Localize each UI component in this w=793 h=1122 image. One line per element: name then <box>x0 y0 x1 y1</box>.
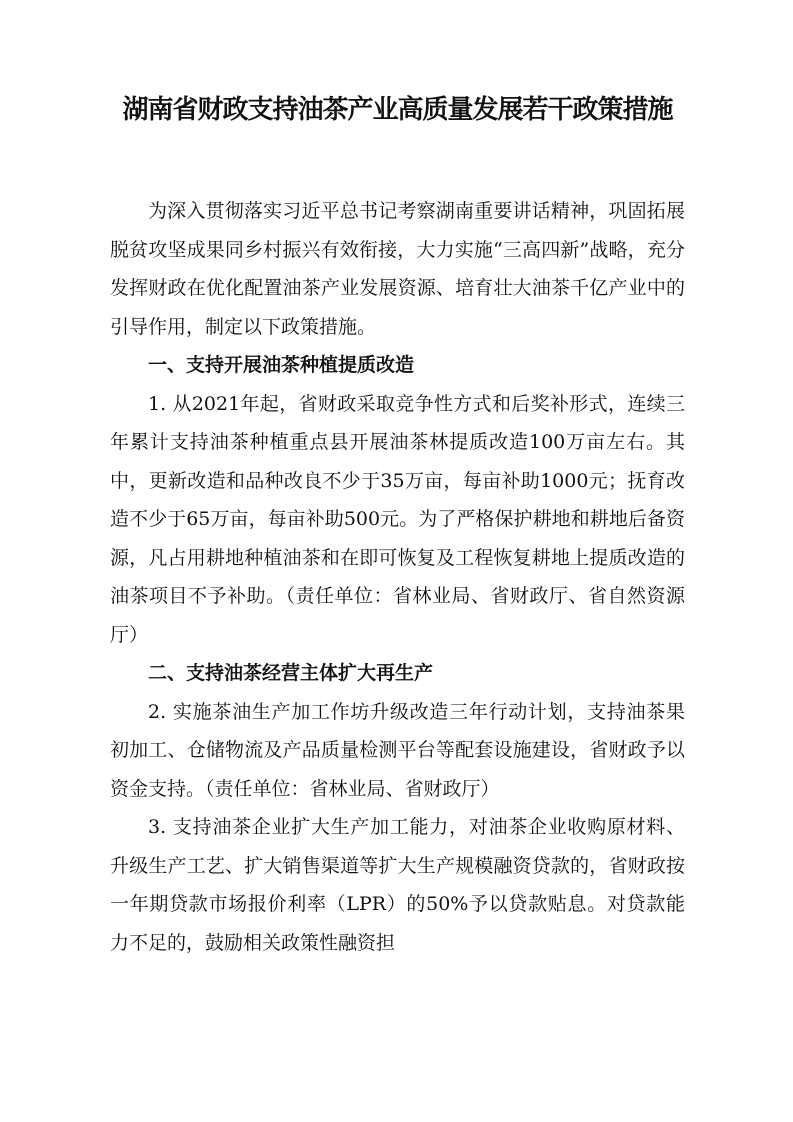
intro-block <box>110 192 685 346</box>
section-1 <box>110 346 685 654</box>
section-paragraph: 2. 实施茶油生产加工作坊升级改造三年行动计划，支持油茶果初加工、仓储物流及产品质量检测平台等配套设施建设，省财政予以资金支持。（责任单位：省林业局、省财政厅） <box>110 700 685 800</box>
section-2 <box>110 654 685 962</box>
section-paragraph: 3. 支持油茶企业扩大生产加工能力，对油茶企业收购原材料、升级生产工艺、扩大销售渠道等扩大生产规模融资贷款的，省财政按一年期贷款市场报价利率（LPR）的50%予以贷款贴息。对贷款能力不足的，鼓励相关政策性融资担 <box>110 816 685 954</box>
document-title: 湖南省财政支持油茶产业高质量发展若干政策措施 <box>122 95 673 125</box>
section-paragraph: 1. 从2021年起，省财政采取竞争性方式和后奖补形式，连续三年累计支持油茶种植重点县开展油茶林提质改造100万亩左右。其中，更新改造和品种改良不少于35万亩，每亩补助1000元；抚育改造不少于65万亩，每亩补助500元。为了严格保护耕地和耕地后备资源，凡占用耕地种植油茶和在即可恢复及工程恢复耕地上提质改造的油茶项目不予补助。（责任单位：省林业局、省财政厅、省自然资源厅） <box>110 392 685 646</box>
intro-paragraph: 为深入贯彻落实习近平总书记考察湖南重要讲话精神，巩固拓展脱贫攻坚成果同乡村振兴有效衔接，大力实施“三高四新”战略，充分发挥财政在优化配置油茶产业发展资源、培育壮大油茶千亿产业中的引导作用，制定以下政策措施。 <box>110 200 685 338</box>
section-heading: 二、支持油茶经营主体扩大再生产 <box>148 662 434 684</box>
section-heading: 一、支持开展油茶种植提质改造 <box>148 354 415 376</box>
